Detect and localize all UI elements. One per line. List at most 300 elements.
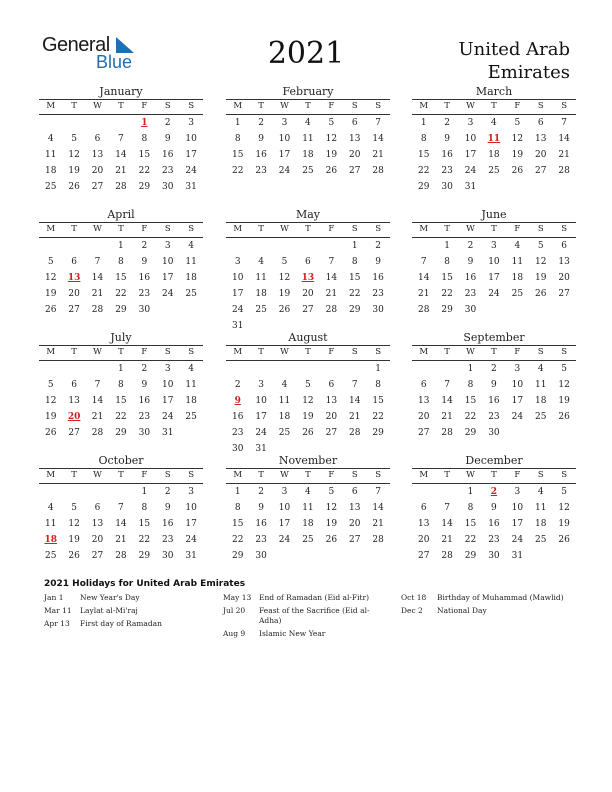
day-cell: 26 <box>325 535 338 545</box>
day-cell: 31 <box>464 182 477 192</box>
day-cell: 1 <box>118 241 124 251</box>
day-cell <box>296 238 319 254</box>
day-cell <box>86 484 109 500</box>
day-cell: 13 <box>417 396 430 406</box>
weekday-label: T <box>118 224 124 234</box>
day-cell: 15 <box>138 150 151 160</box>
day-cell: 28 <box>349 428 361 438</box>
weekday-label: F <box>141 101 148 111</box>
weekday-label: S <box>537 347 544 357</box>
week-row <box>226 238 390 254</box>
day-cell <box>320 238 343 254</box>
day-cell: 3 <box>281 487 288 497</box>
day-cell <box>39 361 62 377</box>
holiday-name: End of Ramadan (Eid al-Fitr) <box>259 593 370 602</box>
day-cell: 25 <box>185 412 197 422</box>
weekday-label: S <box>188 347 195 357</box>
day-cell: 27 <box>558 289 570 299</box>
week-row <box>412 147 576 163</box>
day-cell: 18 <box>278 412 291 422</box>
day-cell <box>179 425 202 441</box>
day-cell: 6 <box>305 257 311 267</box>
day-cell: 25 <box>488 166 500 176</box>
day-cell: 31 <box>185 551 197 561</box>
holiday-name: National Day <box>437 606 487 615</box>
weekday-label: F <box>141 347 148 357</box>
day-cell: 12 <box>558 380 570 390</box>
day-cell: 30 <box>138 428 151 438</box>
day-cell: 23 <box>255 166 267 176</box>
day-cell: 10 <box>464 134 477 144</box>
day-cell: 11 <box>44 150 57 160</box>
week-row <box>226 361 390 377</box>
day-cell: 16 <box>255 519 267 529</box>
month-title: November <box>278 454 338 467</box>
day-cell: 16 <box>372 273 384 283</box>
day-cell: 20 <box>417 412 430 422</box>
holiday-item <box>223 629 373 639</box>
holiday-day-cell: 13 <box>67 273 81 283</box>
week-row <box>412 516 576 532</box>
day-cell: 22 <box>417 166 430 176</box>
holiday-date: Jan 1 <box>44 593 64 602</box>
day-cell: 24 <box>278 535 291 545</box>
week-row <box>226 425 390 441</box>
day-cell: 6 <box>71 380 77 390</box>
day-cell: 18 <box>185 273 197 283</box>
day-cell: 6 <box>420 380 427 390</box>
day-cell: 21 <box>441 412 453 422</box>
day-cell: 16 <box>488 396 500 406</box>
day-cell: 17 <box>511 396 524 406</box>
month-april <box>39 208 203 318</box>
weekday-label: W <box>280 347 289 357</box>
day-cell: 27 <box>68 305 80 315</box>
weekday-label: T <box>444 470 450 480</box>
day-cell: 21 <box>115 166 127 176</box>
day-cell: 6 <box>351 118 358 128</box>
day-cell: 7 <box>328 257 335 267</box>
day-cell: 19 <box>511 150 524 160</box>
weekday-label: F <box>328 347 335 357</box>
day-cell: 1 <box>375 364 381 374</box>
day-cell: 23 <box>138 412 151 422</box>
month-march <box>412 85 576 195</box>
day-cell: 10 <box>488 257 500 267</box>
day-cell: 14 <box>91 396 104 406</box>
day-cell: 5 <box>514 118 521 128</box>
weekday-header <box>412 99 576 115</box>
day-cell: 29 <box>138 182 151 192</box>
week-row <box>39 147 203 163</box>
day-cell: 14 <box>372 503 384 513</box>
day-cell: 24 <box>162 289 174 299</box>
weekday-label: S <box>375 347 382 357</box>
day-cell: 25 <box>302 535 314 545</box>
weekday-label: W <box>93 347 102 357</box>
day-cell: 6 <box>561 241 567 251</box>
day-cell: 10 <box>185 134 197 144</box>
holiday-name: Feast of the Sacrifice (Eid al-Adha) <box>259 606 370 625</box>
day-cell: 9 <box>141 257 148 267</box>
day-cell: 11 <box>535 380 547 390</box>
weekday-label: M <box>419 101 429 111</box>
country-name <box>390 38 570 84</box>
day-cell: 16 <box>138 396 151 406</box>
day-cell: 2 <box>141 364 148 374</box>
day-cell <box>552 548 575 564</box>
day-cell: 4 <box>188 241 194 251</box>
day-cell: 27 <box>68 428 80 438</box>
weekday-label: S <box>188 470 195 480</box>
week-row <box>39 254 203 270</box>
week-row <box>412 115 576 131</box>
day-cell: 5 <box>71 134 77 144</box>
day-cell: 10 <box>185 503 197 513</box>
day-cell: 25 <box>535 535 547 545</box>
holiday-name: New Year's Day <box>80 593 140 602</box>
week-row <box>39 286 203 302</box>
day-cell <box>412 484 435 500</box>
weekday-label: T <box>71 347 77 357</box>
day-cell: 16 <box>162 150 174 160</box>
day-cell: 23 <box>441 166 453 176</box>
weekday-label: S <box>164 470 171 480</box>
weekday-label: M <box>233 347 243 357</box>
month-title: October <box>98 454 144 467</box>
day-cell <box>273 361 296 377</box>
day-cell: 8 <box>467 503 474 513</box>
day-cell <box>552 425 575 441</box>
day-cell: 20 <box>91 166 104 176</box>
weekday-label: T <box>118 101 124 111</box>
day-cell: 14 <box>325 273 338 283</box>
day-cell: 11 <box>535 503 547 513</box>
day-cell: 29 <box>464 428 477 438</box>
day-cell <box>62 115 85 131</box>
holiday-day-cell: 13 <box>301 273 315 283</box>
day-cell: 27 <box>417 428 430 438</box>
month-january <box>39 85 203 195</box>
day-cell: 4 <box>514 241 521 251</box>
day-cell: 30 <box>231 444 244 454</box>
month-title: April <box>107 208 135 221</box>
holiday-day-cell: 11 <box>487 134 501 144</box>
day-cell: 2 <box>444 118 450 128</box>
day-cell: 24 <box>185 535 197 545</box>
day-cell: 10 <box>278 503 291 513</box>
day-cell: 21 <box>372 519 384 529</box>
day-cell: 10 <box>231 273 244 283</box>
day-cell <box>109 484 132 500</box>
day-cell: 30 <box>441 182 453 192</box>
day-cell: 4 <box>537 364 544 374</box>
month-title: June <box>481 208 507 221</box>
day-cell: 8 <box>375 380 381 390</box>
weekday-label: F <box>328 101 335 111</box>
day-cell: 7 <box>375 118 381 128</box>
weekday-header <box>226 345 390 361</box>
day-cell: 26 <box>44 305 57 315</box>
holiday-day-cell: 18 <box>44 535 57 545</box>
day-cell: 3 <box>467 118 474 128</box>
weekday-label: F <box>328 470 335 480</box>
week-row <box>39 302 203 318</box>
day-cell: 23 <box>255 535 267 545</box>
week-row <box>226 484 390 500</box>
day-cell: 15 <box>464 519 477 529</box>
day-cell: 4 <box>491 118 497 128</box>
day-cell: 31 <box>185 182 197 192</box>
day-cell: 19 <box>44 412 57 422</box>
day-cell: 9 <box>491 503 497 513</box>
week-row <box>39 516 203 532</box>
holiday-item <box>44 606 214 616</box>
month-title: May <box>295 208 321 221</box>
day-cell: 22 <box>231 166 244 176</box>
weekday-label: T <box>491 224 497 234</box>
day-cell: 12 <box>511 134 524 144</box>
day-cell: 15 <box>372 396 384 406</box>
day-cell <box>320 361 343 377</box>
week-row <box>226 131 390 147</box>
day-cell: 28 <box>325 305 338 315</box>
day-cell: 29 <box>115 305 127 315</box>
weekday-label: T <box>258 224 264 234</box>
weekday-label: M <box>233 470 243 480</box>
week-row <box>412 131 576 147</box>
day-cell: 3 <box>258 380 264 390</box>
day-cell: 8 <box>444 257 450 267</box>
day-cell: 1 <box>141 487 148 497</box>
day-cell: 4 <box>281 380 288 390</box>
week-row <box>412 377 576 393</box>
day-cell: 17 <box>511 519 524 529</box>
day-cell <box>506 302 529 318</box>
week-row <box>226 548 390 564</box>
day-cell: 12 <box>44 396 57 406</box>
holiday-name: Birthday of Muhammad (Mawlid) <box>437 593 564 602</box>
day-cell: 28 <box>372 166 384 176</box>
weekday-label: S <box>188 224 195 234</box>
day-cell: 25 <box>278 428 291 438</box>
day-cell: 7 <box>444 380 450 390</box>
weekday-label: F <box>514 224 521 234</box>
week-row <box>39 377 203 393</box>
week-row <box>226 286 390 302</box>
day-cell: 12 <box>68 150 80 160</box>
day-cell: 30 <box>255 551 267 561</box>
day-cell: 19 <box>535 273 547 283</box>
weekday-label: T <box>305 101 311 111</box>
weekday-label: M <box>46 224 56 234</box>
day-cell: 25 <box>185 289 197 299</box>
month-october <box>39 454 203 564</box>
weekday-label: S <box>351 470 358 480</box>
day-cell: 16 <box>464 273 477 283</box>
day-cell: 26 <box>44 428 57 438</box>
day-cell <box>86 115 109 131</box>
day-cell: 4 <box>258 257 264 267</box>
weekday-label: F <box>514 101 521 111</box>
week-row <box>226 516 390 532</box>
day-cell: 18 <box>302 150 314 160</box>
day-cell: 22 <box>115 412 127 422</box>
day-cell <box>529 302 552 318</box>
day-cell: 13 <box>91 150 104 160</box>
day-cell: 25 <box>535 412 547 422</box>
day-cell: 23 <box>162 535 174 545</box>
day-cell: 4 <box>305 118 311 128</box>
day-cell: 7 <box>118 134 124 144</box>
day-cell <box>435 484 458 500</box>
day-cell: 11 <box>302 134 314 144</box>
week-row <box>226 377 390 393</box>
day-cell: 19 <box>558 396 570 406</box>
weekday-header <box>226 99 390 115</box>
month-title: March <box>475 85 513 98</box>
week-row <box>226 302 390 318</box>
day-cell: 9 <box>164 503 171 513</box>
day-cell: 11 <box>185 380 197 390</box>
month-title: December <box>465 454 523 467</box>
day-cell: 17 <box>488 273 500 283</box>
day-cell: 5 <box>71 503 77 513</box>
day-cell <box>412 361 435 377</box>
weekday-label: S <box>537 224 544 234</box>
day-cell: 6 <box>94 134 101 144</box>
day-cell: 6 <box>351 487 358 497</box>
day-cell: 24 <box>464 166 477 176</box>
day-cell: 3 <box>514 487 521 497</box>
day-cell: 5 <box>561 364 567 374</box>
holiday-day-cell: 2 <box>490 487 498 497</box>
weekday-label: T <box>71 224 77 234</box>
day-cell: 7 <box>561 118 567 128</box>
day-cell: 23 <box>162 166 174 176</box>
day-cell: 8 <box>234 503 241 513</box>
day-cell: 15 <box>441 273 453 283</box>
week-row <box>412 238 576 254</box>
day-cell: 18 <box>44 166 57 176</box>
day-cell: 17 <box>231 289 244 299</box>
day-cell: 25 <box>44 182 57 192</box>
week-row <box>412 286 576 302</box>
day-cell: 31 <box>231 321 244 331</box>
weekday-header <box>412 222 576 238</box>
day-cell: 26 <box>511 166 524 176</box>
weekday-label: S <box>561 101 568 111</box>
day-cell: 2 <box>375 241 381 251</box>
day-cell <box>156 302 179 318</box>
day-cell: 24 <box>278 166 291 176</box>
weekday-label: S <box>375 470 382 480</box>
week-row <box>226 254 390 270</box>
weekday-label: F <box>514 347 521 357</box>
week-row <box>39 131 203 147</box>
day-cell: 19 <box>302 412 314 422</box>
day-cell: 28 <box>372 535 384 545</box>
day-cell: 24 <box>488 289 500 299</box>
week-row <box>412 254 576 270</box>
day-cell: 5 <box>281 257 288 267</box>
weekday-label: S <box>164 101 171 111</box>
holidays-column <box>44 593 214 632</box>
day-cell: 15 <box>349 273 361 283</box>
week-row <box>226 147 390 163</box>
holidays-column <box>401 593 576 619</box>
holiday-day-cell: 1 <box>141 118 148 128</box>
day-cell <box>273 548 296 564</box>
day-cell: 21 <box>441 535 453 545</box>
day-cell: 22 <box>115 289 127 299</box>
day-cell: 20 <box>302 289 314 299</box>
holidays-title: 2021 Holidays for United Arab Emirates <box>44 579 246 589</box>
day-cell: 26 <box>558 535 570 545</box>
day-cell: 14 <box>441 396 453 406</box>
day-cell <box>273 238 296 254</box>
week-row <box>39 270 203 286</box>
day-cell: 21 <box>91 289 104 299</box>
day-cell: 7 <box>94 257 101 267</box>
holiday-name: First day of Ramadan <box>80 619 162 628</box>
day-cell: 13 <box>558 257 570 267</box>
weekday-label: W <box>466 224 475 234</box>
month-july <box>39 331 203 441</box>
day-cell: 9 <box>375 257 381 267</box>
day-cell: 14 <box>91 273 104 283</box>
week-row <box>39 409 203 425</box>
day-cell: 14 <box>372 134 384 144</box>
day-cell <box>249 238 272 254</box>
weekday-header <box>39 99 203 115</box>
day-cell: 22 <box>231 535 244 545</box>
day-cell: 16 <box>488 519 500 529</box>
day-cell: 30 <box>488 428 500 438</box>
day-cell: 17 <box>185 519 197 529</box>
day-cell <box>506 179 529 195</box>
day-cell: 23 <box>488 412 500 422</box>
day-cell: 14 <box>441 519 453 529</box>
day-cell: 22 <box>441 289 453 299</box>
day-cell: 26 <box>558 412 570 422</box>
day-cell: 15 <box>231 150 244 160</box>
day-cell: 21 <box>325 289 338 299</box>
day-cell: 19 <box>278 289 291 299</box>
week-row <box>226 270 390 286</box>
day-cell <box>226 238 249 254</box>
week-row <box>412 409 576 425</box>
weekday-label: T <box>491 470 497 480</box>
weekday-label: T <box>444 347 450 357</box>
day-cell: 18 <box>511 273 524 283</box>
weekday-label: T <box>258 470 264 480</box>
weekday-label: W <box>93 101 102 111</box>
day-cell: 2 <box>164 118 171 128</box>
day-cell: 8 <box>141 503 148 513</box>
week-row <box>412 484 576 500</box>
week-row <box>412 393 576 409</box>
weekday-label: S <box>561 470 568 480</box>
day-cell: 30 <box>488 551 500 561</box>
day-cell <box>482 302 505 318</box>
day-cell: 5 <box>561 487 567 497</box>
weekday-label: W <box>280 224 289 234</box>
day-cell: 19 <box>325 519 338 529</box>
weekday-label: M <box>233 224 243 234</box>
day-cell: 22 <box>464 535 477 545</box>
day-cell: 17 <box>278 150 291 160</box>
